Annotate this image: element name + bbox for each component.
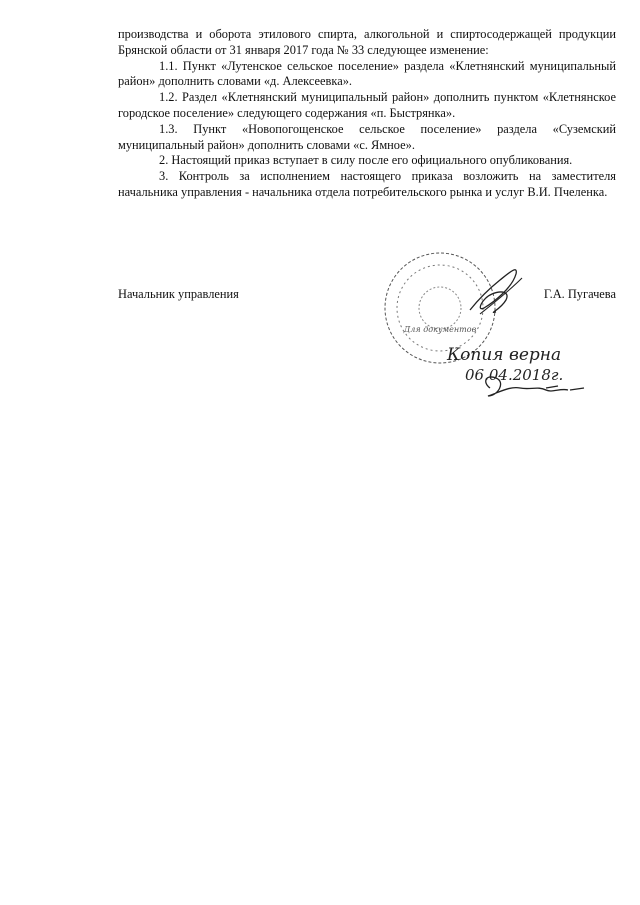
paragraph-intro: производства и оборота этилового спирта, алкогольной и спиртосодержащей продукции Брянской области от 31 января 2017 года № 33 следующее изменение: [118,27,616,57]
stamp-label: Для документов [403,325,477,334]
paragraph-item-1-3: 1.3. Пункт «Новопогощенское сельское поселение» раздела «Суземский муниципальный район» дополнить словами «с. Ямное». [118,121,616,152]
signature-scrawl [470,270,516,313]
paragraph-item-1-2: 1.2. Раздел «Клетнянский муниципальный район» дополнить пунктом «Клетнянское городское поселение» следующего содержания «п. Быстрянка». [118,90,616,120]
stamp-signature-graphic [370,240,630,410]
paragraph-item-3: 3. Контроль за исполнением настоящего приказа возложить на заместителя начальника управления - начальника отдела потребительского рынка и услуг В.И. Пчеленка. [118,169,616,199]
certification-date: 06.04.2018г. [465,366,564,384]
certification-line-1: Копия верна [447,345,562,365]
stamp-and-signature [370,240,630,410]
document-body [118,27,616,201]
paragraph-item-1-1: 1.1. Пункт «Лутенское сельское поселение» раздела «Клетнянский муниципальный район» дополнить словами «д. Алексеевка». [118,58,616,89]
signer-title: Начальник управления [118,287,239,301]
signer-name: Г.А. Пугачева [543,287,616,301]
paragraph-item-2: 2. Настоящий приказ вступает в силу после его официального опубликования. [159,153,573,168]
